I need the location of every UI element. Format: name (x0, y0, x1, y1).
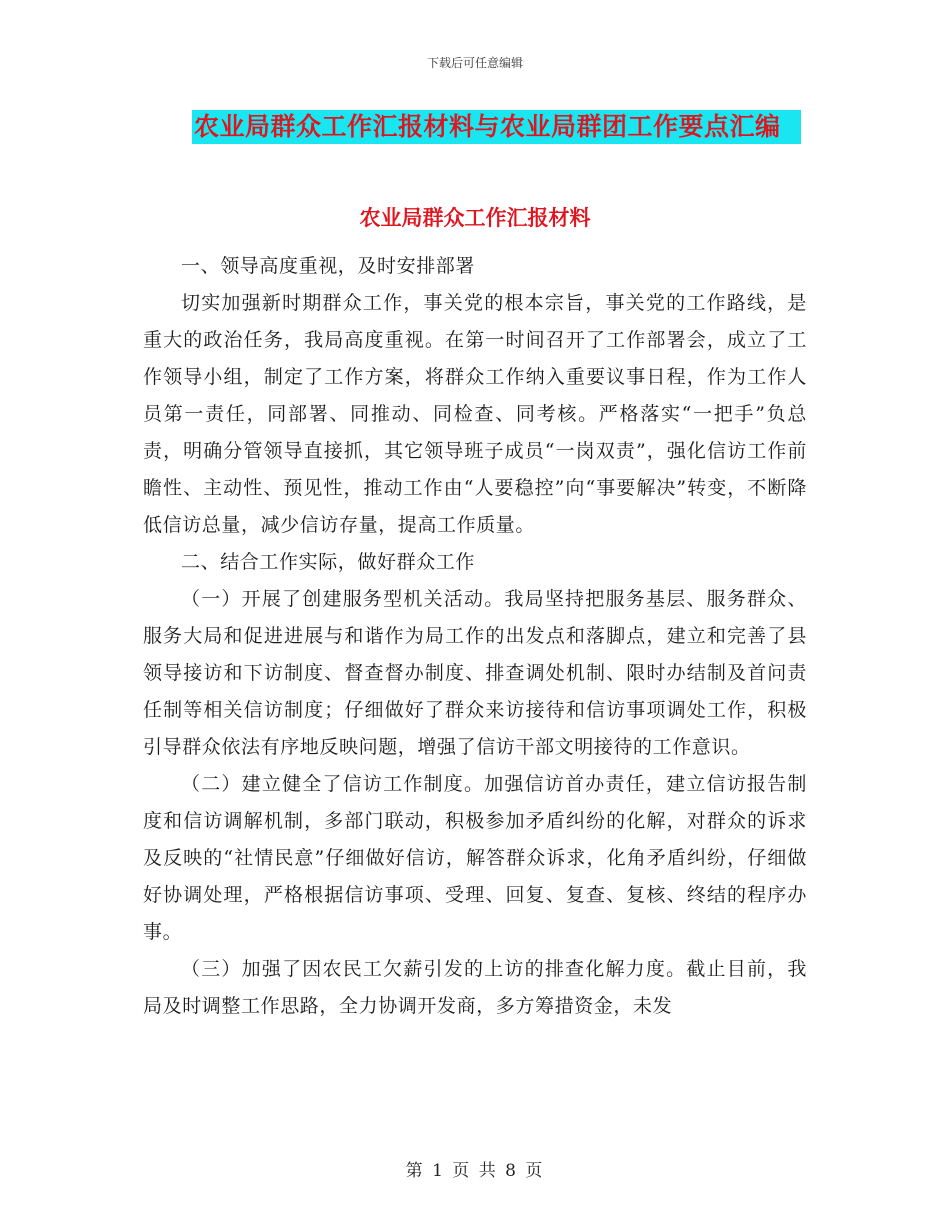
paragraph: （三）加强了因农民工欠薪引发的上访的排查化解力度。截止目前，我局及时调整工作思路，全力协调开发商，多方筹措资金，未发 (143, 958, 807, 1017)
paragraph: （一）开展了创建服务型机关活动。我局坚持把服务基层、服务群众、服务大局和促进进展与和谐作为局工作的出发点和落脚点，建立和完善了县领导接访和下访制度、督查督办制度、排查调处机制、限时办结制及首问责任制等相关信访制度；仔细做好了群众来访接待和信访事项调处工作，积极引导群众依法有序地反映问题，增强了信访干部文明接待的工作意识。 (143, 588, 807, 758)
heading-2: 二、结合工作实际，做好群众工作 (181, 551, 476, 573)
page-number: 第 1 页 共 8 页 (405, 1161, 545, 1181)
document-title: 农业局群众工作汇报材料与农业局群团工作要点汇编 (192, 110, 801, 144)
document-body (143, 248, 807, 1025)
heading-1: 一、领导高度重视，及时安排部署 (181, 255, 476, 277)
paragraph: 切实加强新时期群众工作，事关党的根本宗旨，事关党的工作路线，是重大的政治任务，我局高度重视。在第一时间召开了工作部署会，成立了工作领导小组，制定了工作方案，将群众工作纳入重要议事日程，作为工作人员第一责任，同部署、同推动、同检查、同考核。严格落实“一把手”负总责，明确分管领导直接抓，其它领导班子成员“一岗双责”，强化信访工作前瞻性、主动性、预见性，推动工作由“人要稳控”向“事要解决”转变，不断降低信访总量，减少信访存量，提高工作质量。 (143, 292, 807, 536)
paragraph: （二）建立健全了信访工作制度。加强信访首办责任，建立信访报告制度和信访调解机制，多部门联动，积极参加矛盾纠纷的化解，对群众的诉求及反映的“社情民意”仔细做好信访，解答群众诉求，化角矛盾纠纷，仔细做好协调处理，严格根据信访事项、受理、回复、复查、复核、终结的程序办事。 (143, 773, 807, 943)
header-note: 下载后可任意编辑 (426, 56, 523, 70)
section-title: 农业局群众工作汇报材料 (359, 205, 591, 230)
